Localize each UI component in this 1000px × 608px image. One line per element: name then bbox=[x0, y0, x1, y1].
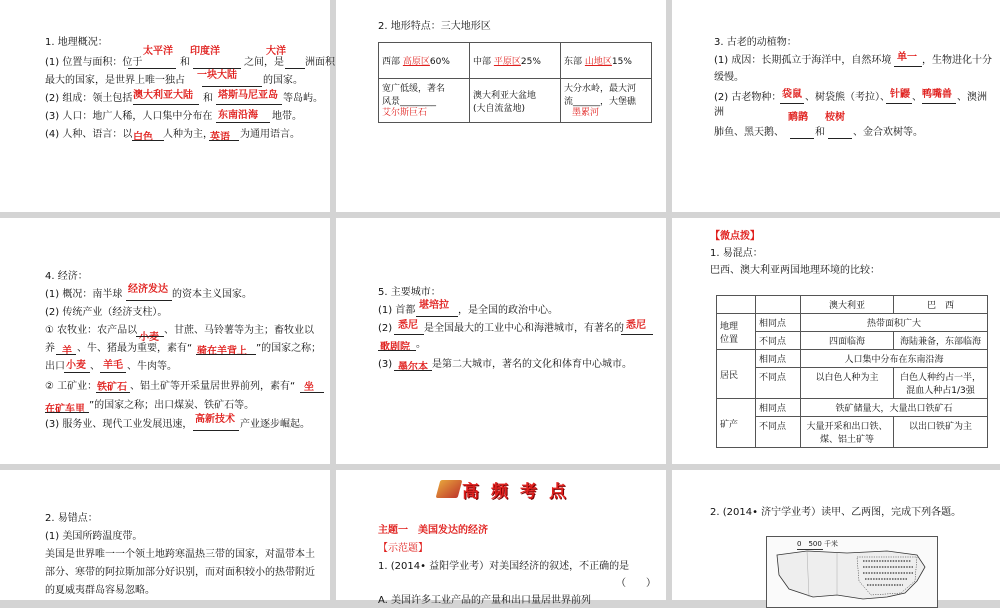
us-map bbox=[766, 536, 938, 608]
answer: 澳大利亚大陆 bbox=[133, 90, 193, 101]
answer: 大洋 bbox=[266, 46, 286, 57]
answer: 东南沿海 bbox=[218, 110, 258, 121]
slide-tips-comparison[interactable]: 【微点拨】 1. 易混点： 巴西、澳大利亚两国地理环境的比较： 澳大利亚 巴 西 地理 位置 相同点 热带面积广大 不同点 四面临海 海陆兼备，东部临海 居民 相同点 人口集中分布在东南沿海 不同点 以白色人种为主 白色人种约占一半，混血人种占1/3强 矿产 相同点 铁矿储量大，大量出口铁矿石 不同点 大量开采和出口铁、煤、铝土矿等 以出口铁矿为主 bbox=[672, 218, 1000, 464]
answer: 印度洋 bbox=[190, 46, 220, 57]
slide-ancient-species[interactable]: 3. 古老的动植物： (1) 成因：长期孤立于海洋中，自然环境 单一 ，生物进化十分 缓慢。 (2) 古老物种： 袋鼠 、树袋熊（考拉）、 针鼹 、 鸭嘴兽 、澳洲 洲 鸸鹋 桉树 肺鱼、黑天鹅、 和 、金合欢树等。 bbox=[672, 0, 1000, 212]
answer: 塔斯马尼亚岛 bbox=[218, 90, 278, 101]
banner bbox=[438, 476, 588, 506]
text: (1) 位置与面积：位于 bbox=[45, 57, 143, 68]
book-icon bbox=[436, 480, 463, 498]
section-title: 1. 地理概况： bbox=[45, 37, 108, 48]
banner-char: 频 bbox=[491, 482, 508, 502]
example-tag: 【示范题】 bbox=[378, 543, 428, 554]
answer: 一块大陆 bbox=[197, 70, 237, 81]
tip-tag: 【微点拨】 bbox=[710, 231, 760, 242]
answer: 太平洋 bbox=[143, 46, 173, 57]
banner-char: 高 bbox=[462, 482, 479, 502]
banner-char: 考 bbox=[520, 482, 537, 502]
slide-map-question[interactable]: 2. (2014• 济宁学业考）读甲、乙两图，完成下列各题。 0 500 千米 bbox=[672, 470, 1000, 600]
section-title: 5. 主要城市： bbox=[378, 287, 441, 298]
us-outline bbox=[767, 537, 937, 607]
answer: 英语 bbox=[210, 132, 230, 143]
banner-char: 点 bbox=[549, 482, 566, 502]
slide-major-cities[interactable]: 5. 主要城市： 堪培拉 (1) 首都 ，是全国的政治中心。 (2) 悉尼 是全国最大的工业中心和海港城市，有著名的 悉尼 歌剧院 。 (3) 墨尔本 是第二大城市，著名的文化和体育中心城市。 bbox=[336, 218, 666, 464]
landform-table: 西部 高原区60% 中部 平原区25% 东部 山地区15% 宽广低缓，著名 风景________ 艾尔斯巨石 澳大利亚大盆地 (大自流盆地) 大分水岭，最大河 流______，大堡礁 墨累河 bbox=[378, 42, 652, 123]
comparison-table: 澳大利亚 巴 西 地理 位置 相同点 热带面积广大 不同点 四面临海 海陆兼备，东部临海 居民 相同点 人口集中分布在东南沿海 不同点 以白色人种为主 白色人种约占一半，混血人种占1/3强 矿产 相同点 铁矿储量大，大量出口铁矿石 不同点 大量开采和出口铁、煤、铝土矿等 以出口铁矿为主 bbox=[716, 295, 988, 448]
topic-title: 主题一 美国发达的经济 bbox=[378, 525, 488, 536]
section-title: 1. 易混点： bbox=[710, 248, 763, 259]
slide-error-prone[interactable]: 2. 易错点： (1) 美国所跨温度带。 美国是世界唯一一个领土地跨寒温热三带的国家，对温带本土 部分、寒带的阿拉斯加部分好识别，而对面积较小的热带附近 的夏威夷群岛容易忽略。 bbox=[0, 470, 330, 600]
slide-geography-overview[interactable]: 1. 地理概况： (1) 位置与面积：位于 太平洋 和 印度洋 之间，是 大洋 洲面积 最大的国家，是世界上唯一独占 一块大陆 的国家。 (2) 组成：领土包括 澳大利亚大陆 和 塔斯马尼亚岛 等岛屿。 (3) 人口：地广人稀，人口集中分布在 东南沿海 地带。 (4) 人种、语言：以 白色 人种为主， 英语 为通用语言。 bbox=[0, 0, 330, 212]
slide-high-frequency[interactable]: 高 频 考 点 主题一 美国发达的经济 【示范题】 1. (2014• 益阳学业考）对美国经济的叙述，不正确的是 （ ） A. 美国许多工业产品的产量和出口量居世界前列 bbox=[336, 470, 666, 600]
map-scale: 0 500 千米 bbox=[797, 540, 839, 548]
section-title: 4. 经济： bbox=[45, 271, 88, 282]
answer: 白色 bbox=[133, 132, 153, 143]
section-title: 2. 易错点： bbox=[45, 513, 98, 524]
section-title: 2. 地形特点：三大地形区 bbox=[378, 21, 491, 32]
section-title: 3. 古老的动植物： bbox=[714, 37, 797, 48]
slide-economy[interactable]: 4. 经济： (1) 概况：南半球 经济发达 的资本主义国家。 (2) 传统产业（经济支柱）。 ① 农牧业：农产品以 小麦 、甘蔗、马铃薯等为主；畜牧业以 养 羊 、牛、猪最为重要，素有“ 骑在羊背上 ”的国家之称； 出口 小麦 、 羊毛 、牛肉等。 ② 工矿业： 铁矿石 、铝土矿等开采量居世界前列，素有“ 坐 在矿车里 ”的国家之称；出口煤炭、铁矿石等。 (3) 服务业、现代工业发展迅速， 高新技术 产业逐步崛起。 bbox=[0, 218, 330, 464]
slide-landforms[interactable] bbox=[336, 0, 666, 212]
